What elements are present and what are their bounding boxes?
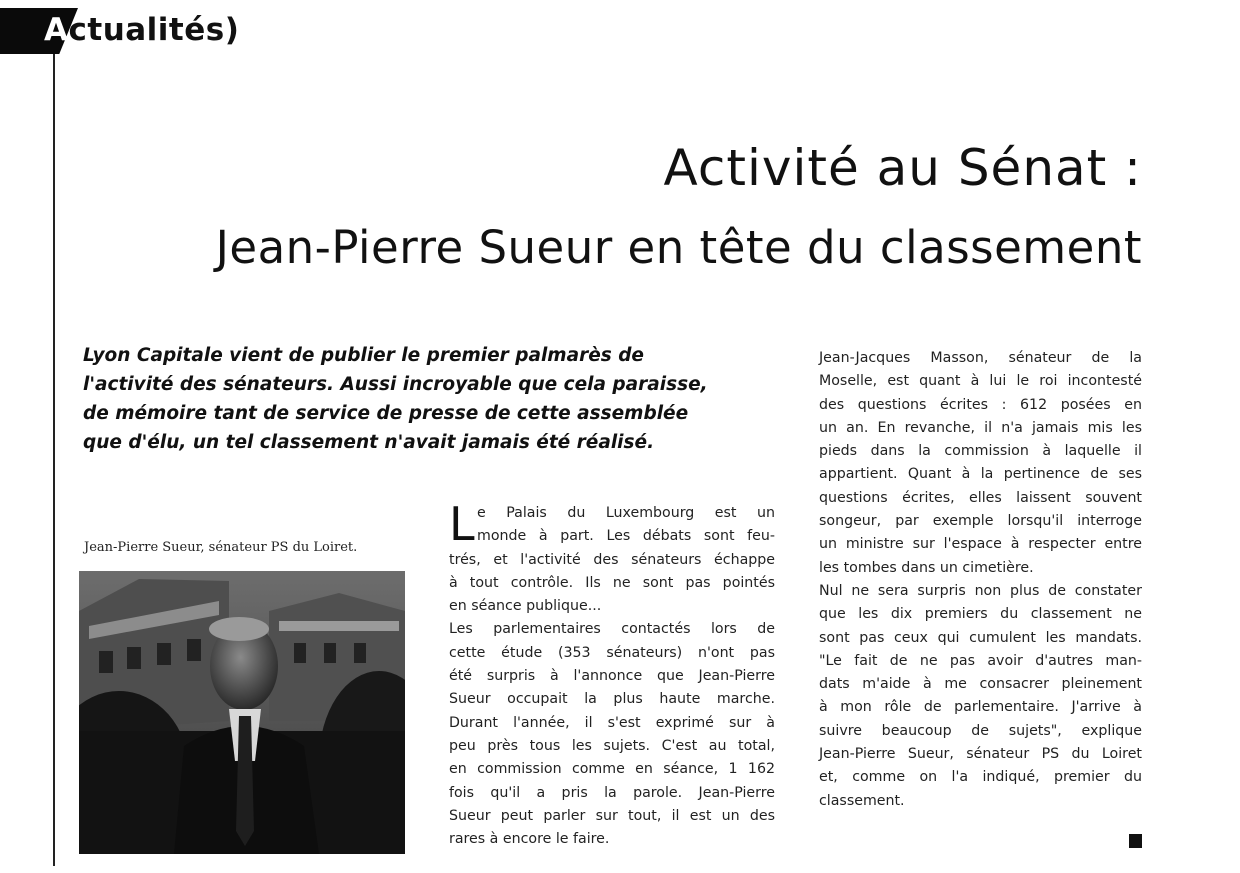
- article-column-right: [819, 347, 1142, 813]
- rubric-first-letter: A: [44, 12, 69, 48]
- section-rubric: [44, 10, 239, 50]
- vertical-rule: [53, 54, 55, 866]
- body-line: songeur, par exemple lorsqu'il interroge: [819, 513, 1142, 530]
- body-line: Moselle, est quant à lui le roi incontesté: [819, 373, 1142, 390]
- body-line: peu près tous les sujets. C'est au total,: [449, 737, 775, 754]
- body-line: été surpris à l'annonce que Jean-Pierre: [449, 668, 775, 685]
- body-line: appartient. Quant à la pertinence de ses: [819, 466, 1142, 483]
- body-line: dats m'aide à me consacrer pleinement: [819, 676, 1142, 693]
- body-line: à mon rôle de parlementaire. J'arrive à: [819, 699, 1142, 716]
- end-of-article-mark: [1129, 834, 1142, 848]
- body-line: pieds dans la commission à laquelle il: [819, 443, 1142, 460]
- body-line: cette étude (353 sénateurs) n'ont pas: [449, 644, 775, 661]
- lead-line: que d'élu, un tel classement n'avait jamais été réalisé.: [83, 432, 655, 453]
- body-line: un an. En revanche, il n'a jamais mis les: [819, 419, 1142, 436]
- body-line: Sueur peut parler sur tout, il est un des: [449, 807, 775, 824]
- body-line: rares à encore le faire.: [449, 831, 610, 848]
- body-line: sont pas ceux qui cumulent les mandats.: [819, 629, 1142, 646]
- body-line: trés, et l'activité des sénateurs échappe: [449, 551, 775, 568]
- body-line: questions écrites, elles laissent souvent: [819, 489, 1142, 506]
- article-column-middle: [449, 497, 775, 851]
- lead-line: Lyon Capitale vient de publier le premier palmarès de: [83, 345, 644, 366]
- body-line: que les dix premiers du classement ne: [819, 606, 1142, 623]
- body-line: les tombes dans un cimetière.: [819, 559, 1034, 576]
- body-line: Jean-Jacques Masson, sénateur de la: [819, 350, 1142, 366]
- body-line: fois qu'il a pris la parole. Jean-Pierre: [449, 784, 775, 801]
- body-line: suivre beaucoup de sujets", explique: [819, 722, 1142, 739]
- body-line: monde à part. Les débats sont feu-: [477, 528, 775, 545]
- body-line: e Palais du Luxembourg est un: [477, 505, 775, 521]
- body-line: et, comme on l'a indiqué, premier du: [819, 769, 1142, 786]
- lead-line: l'activité des sénateurs. Aussi incroyable que cela paraisse,: [83, 374, 708, 395]
- article-subtitle: Jean-Pierre Sueur en tête du classement: [215, 221, 1142, 274]
- body-line: classement.: [819, 792, 905, 809]
- body-line: Nul ne sera surpris non plus de constater: [819, 582, 1142, 599]
- body-line: Sueur occupait la plus haute marche.: [449, 691, 775, 708]
- body-line: à tout contrôle. Ils ne sont pas pointés: [449, 574, 775, 591]
- body-line: en commission comme en séance, 1 162: [449, 761, 775, 778]
- body-line: des questions écrites : 612 posées en: [819, 396, 1142, 413]
- portrait-photo-illustration: [79, 571, 405, 854]
- body-line: Durant l'année, il s'est exprimé sur à: [449, 714, 775, 731]
- body-line: Jean-Pierre Sueur, sénateur PS du Loiret: [819, 746, 1142, 763]
- article-title: Activité au Sénat :: [663, 139, 1142, 197]
- photo-caption: Jean-Pierre Sueur, sénateur PS du Loiret.: [84, 540, 358, 555]
- body-line: un ministre sur l'espace à respecter entre: [819, 536, 1142, 553]
- lead-line: de mémoire tant de service de presse de cette assemblée: [83, 403, 689, 424]
- rubric-rest: ctualités): [68, 12, 240, 48]
- article-lead: [83, 341, 708, 457]
- drop-cap: L: [449, 497, 475, 551]
- body-line: en séance publique...: [449, 598, 602, 615]
- portrait-photo: [79, 571, 405, 854]
- body-line: "Le fait de ne pas avoir d'autres man-: [819, 652, 1142, 669]
- body-line: Les parlementaires contactés lors de: [449, 621, 775, 638]
